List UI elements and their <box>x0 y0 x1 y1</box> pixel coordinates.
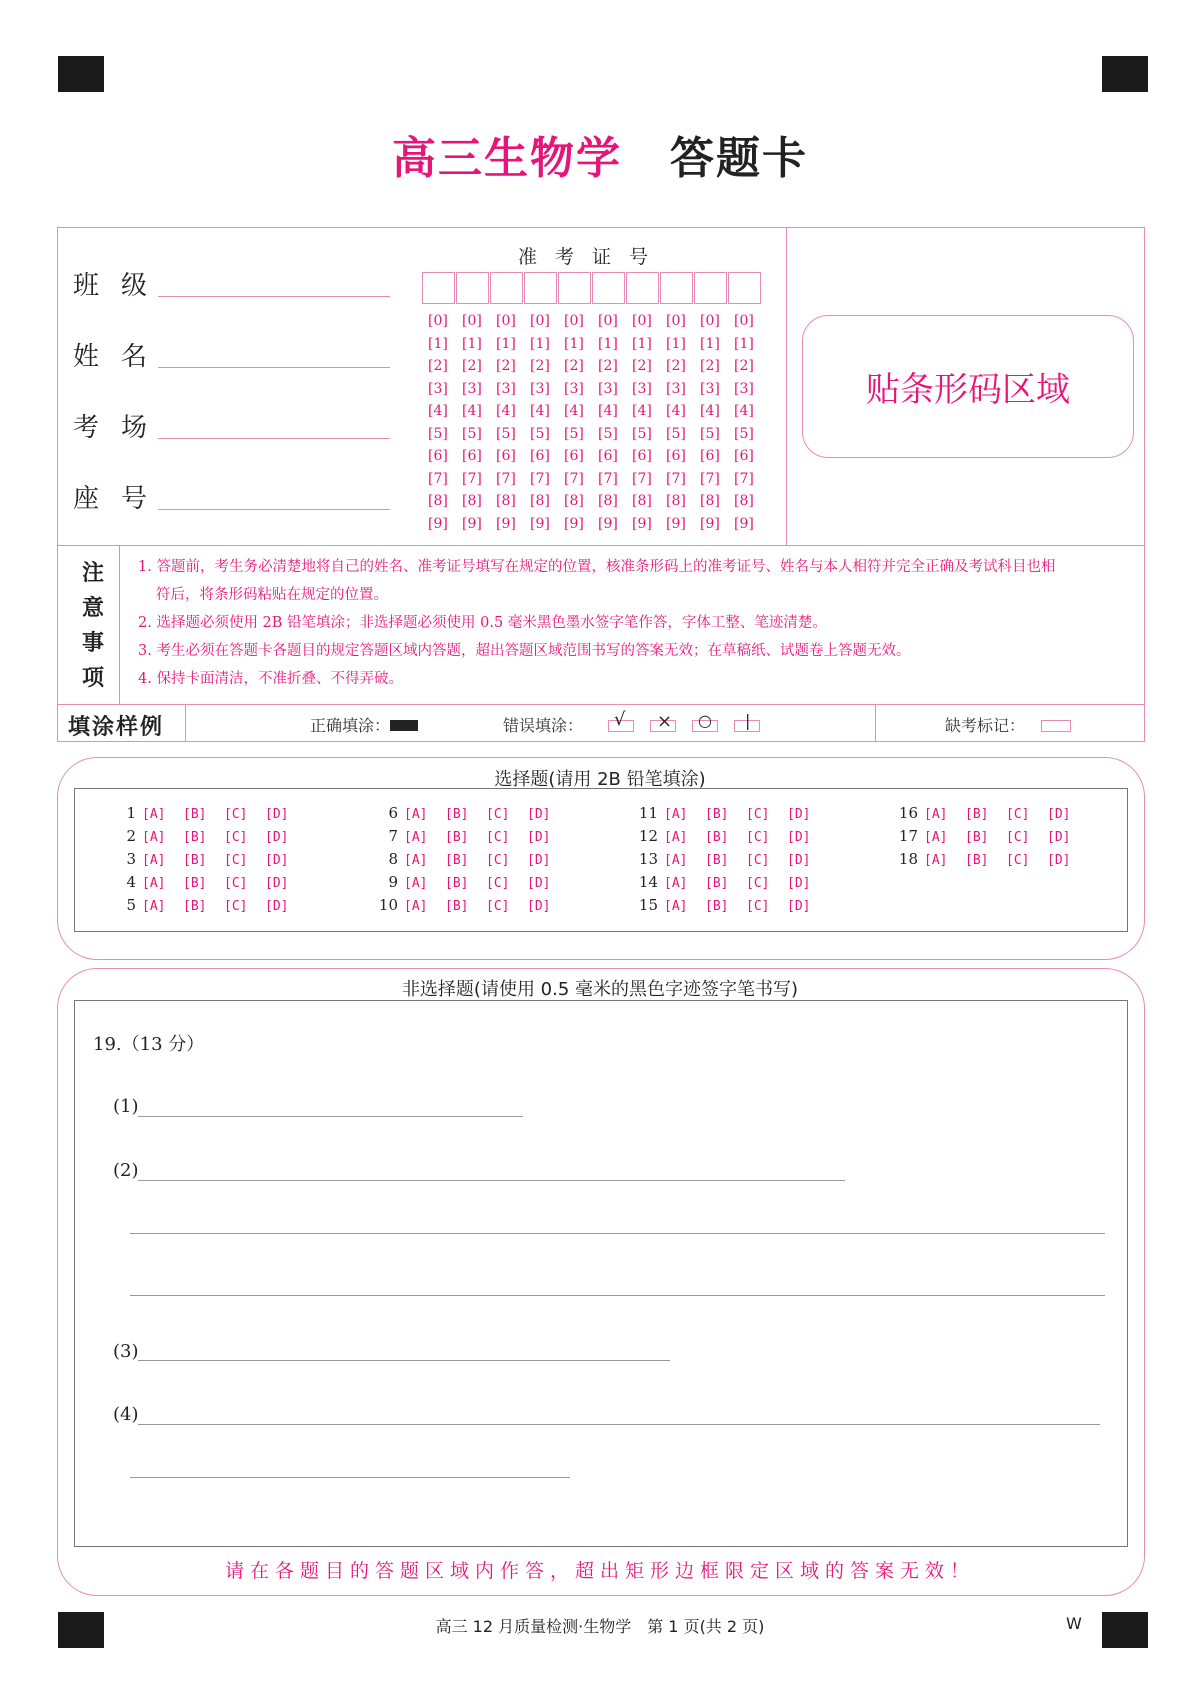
exam-id-bubble[interactable]: [8] <box>700 493 720 509</box>
exam-id-box[interactable] <box>422 272 455 304</box>
choice-question-number: 3 <box>126 850 136 868</box>
choice-option-bubble[interactable]: [D] <box>265 876 289 891</box>
choice-question-row <box>110 827 306 845</box>
exam-id-bubble[interactable]: [9] <box>632 515 652 532</box>
choice-question-number: 7 <box>388 827 398 845</box>
choice-option-bubble[interactable]: [B] <box>183 807 207 822</box>
choice-option-bubble[interactable]: [B] <box>445 830 469 845</box>
sub-question-1-label: (1) <box>113 1096 139 1117</box>
page-title <box>0 122 1200 186</box>
choice-option-bubble[interactable]: [A] <box>404 899 428 914</box>
choice-question-number: 16 <box>898 804 918 822</box>
choice-question-row <box>110 804 306 822</box>
choice-question-number: 8 <box>388 850 398 868</box>
exam-id-bubble[interactable]: [6] <box>598 448 618 464</box>
field-class-label: 班级 <box>73 271 170 301</box>
exam-id-bubble[interactable]: [1] <box>598 335 618 352</box>
choice-option-bubble[interactable]: [B] <box>445 853 469 868</box>
choice-question-number: 11 <box>638 804 658 822</box>
exam-id-box[interactable] <box>592 272 625 304</box>
exam-id-bubble[interactable]: [0] <box>428 313 448 329</box>
choice-option-bubble[interactable]: [A] <box>142 899 166 914</box>
choice-option-bubble[interactable]: [C] <box>224 807 248 822</box>
exam-id-bubble[interactable]: [9] <box>564 515 584 532</box>
choice-question-row <box>632 827 828 845</box>
field-name-label: 姓名 <box>73 342 170 372</box>
exam-id-box[interactable] <box>626 272 659 304</box>
field-name-input[interactable] <box>158 367 390 368</box>
choice-option-bubble[interactable]: [D] <box>1047 807 1071 822</box>
exam-id-bubble[interactable]: [4] <box>734 403 754 419</box>
exam-id-box[interactable] <box>728 272 761 304</box>
exam-id-bubble[interactable]: [6] <box>496 448 516 464</box>
field-room-input[interactable] <box>158 438 390 439</box>
exam-id-bubble[interactable]: [6] <box>666 448 686 464</box>
exam-id-bubble[interactable]: [2] <box>598 358 618 374</box>
answer-line-2b[interactable] <box>130 1233 1105 1234</box>
exam-id-bubble[interactable]: [9] <box>530 515 550 532</box>
exam-id-bubble[interactable]: [3] <box>700 380 720 397</box>
exam-id-bubble[interactable]: [9] <box>734 515 754 532</box>
choice-question-row <box>372 850 568 868</box>
choice-option-bubble[interactable]: [D] <box>265 830 289 845</box>
exam-id-bubble[interactable]: [7] <box>564 470 584 487</box>
bubble-row <box>428 381 768 404</box>
exam-id-bubble[interactable]: [2] <box>496 358 516 374</box>
notice-item-2: 2. 选择题必须使用 2B 铅笔填涂；非选择题必须使用 0.5 毫米黑色墨水签字笔作答，字体工整、笔迹清楚。 <box>138 615 827 631</box>
exam-id-bubble[interactable]: [9] <box>428 515 448 532</box>
exam-id-bubble[interactable]: [5] <box>428 425 448 442</box>
exam-id-bubble[interactable]: [4] <box>496 403 516 419</box>
exam-id-bubble[interactable]: [4] <box>632 403 652 419</box>
notice-side-char: 注 <box>81 560 104 586</box>
choice-option-bubble[interactable]: [C] <box>486 830 510 845</box>
exam-id-box[interactable] <box>456 272 489 304</box>
exam-id-bubble[interactable]: [6] <box>734 448 754 464</box>
choice-option-bubble[interactable]: [B] <box>183 899 207 914</box>
choice-option-bubble[interactable]: [C] <box>486 876 510 891</box>
choice-option-bubble[interactable]: [D] <box>1047 853 1071 868</box>
choice-question-number: 1 <box>126 804 136 822</box>
choice-option-bubble[interactable]: [D] <box>265 899 289 914</box>
sample-label: 填涂样例 <box>68 715 165 740</box>
subject-title: 高三生物学 <box>392 133 622 184</box>
choice-option-bubble[interactable]: [C] <box>224 876 248 891</box>
sub-question-2-label: (2) <box>113 1160 139 1181</box>
exam-id-bubble[interactable]: [0] <box>564 313 584 329</box>
exam-id-box[interactable] <box>524 272 557 304</box>
exam-id-bubble[interactable]: [0] <box>530 313 550 329</box>
choice-option-bubble[interactable]: [B] <box>705 807 729 822</box>
exam-id-bubble[interactable]: [6] <box>564 448 584 464</box>
exam-id-bubble[interactable]: [3] <box>564 380 584 397</box>
sample-label-divider <box>185 704 186 742</box>
choice-option-bubble[interactable]: [D] <box>787 807 811 822</box>
exam-id-bubble[interactable]: [4] <box>530 403 550 419</box>
exam-id-bubble[interactable]: [1] <box>564 335 584 352</box>
choice-option-bubble[interactable]: [D] <box>527 830 551 845</box>
choice-question-number: 5 <box>126 896 136 914</box>
exam-id-bubble[interactable]: [7] <box>666 470 686 487</box>
exam-id-bubble[interactable]: [0] <box>700 313 720 329</box>
notice-item-3: 3. 考生必须在答题卡各题目的规定答题区域内答题，超出答题区域范围书写的答案无效；在草稿纸、试题卷上答题无效。 <box>138 643 911 659</box>
choice-option-bubble[interactable]: [B] <box>705 876 729 891</box>
exam-id-bubble[interactable]: [9] <box>598 515 618 532</box>
choice-option-bubble[interactable]: [D] <box>265 807 289 822</box>
choice-option-bubble[interactable]: [B] <box>965 830 989 845</box>
choice-option-bubble[interactable]: [B] <box>705 853 729 868</box>
choice-option-bubble[interactable]: [D] <box>787 876 811 891</box>
notice-side-char: 项 <box>81 665 104 691</box>
absent-mark-box[interactable] <box>1041 720 1071 732</box>
choice-option-bubble[interactable]: [C] <box>746 853 770 868</box>
footer-code: W <box>1066 1614 1082 1633</box>
field-room-label: 考场 <box>73 413 170 443</box>
choice-option-bubble[interactable]: [A] <box>664 876 688 891</box>
exam-id-bubble[interactable]: [4] <box>564 403 584 419</box>
choice-option-bubble[interactable]: [B] <box>183 876 207 891</box>
choice-question-row <box>110 896 306 914</box>
choice-option-bubble[interactable]: [C] <box>746 830 770 845</box>
choice-option-bubble[interactable]: [C] <box>746 899 770 914</box>
choice-option-bubble[interactable]: [C] <box>486 807 510 822</box>
sample-wrong-label: 错误填涂： <box>503 716 584 735</box>
bubble-row <box>428 426 768 449</box>
corner-mark-top-right <box>1102 56 1148 92</box>
answer-area-warning: 请在各题目的答题区域内作答，超出矩形边框限定区域的答案无效！ <box>224 1560 975 1582</box>
choice-option-bubble[interactable]: [C] <box>1006 830 1030 845</box>
choice-option-bubble[interactable]: [D] <box>1047 830 1071 845</box>
exam-id-bubble[interactable]: [6] <box>632 448 652 464</box>
exam-id-bubble[interactable]: [7] <box>462 470 482 487</box>
nonchoice-box <box>74 1000 1128 1547</box>
exam-id-bubble[interactable]: [3] <box>530 380 550 397</box>
exam-id-box[interactable] <box>694 272 727 304</box>
choice-question-number: 2 <box>126 827 136 845</box>
notice-side-divider <box>119 545 120 704</box>
choice-option-bubble[interactable]: [D] <box>527 876 551 891</box>
answer-line-2c[interactable] <box>130 1295 1105 1296</box>
choice-option-bubble[interactable]: [A] <box>924 853 948 868</box>
notice-item-4: 4. 保持卡面清洁，不准折叠、不得弄破。 <box>138 671 403 687</box>
exam-id-bubble[interactable]: [8] <box>564 493 584 509</box>
exam-id-bubble[interactable]: [1] <box>462 335 482 352</box>
choice-question-number: 17 <box>898 827 918 845</box>
exam-id-bubble[interactable]: [2] <box>428 358 448 374</box>
exam-id-bubble[interactable]: [3] <box>666 380 686 397</box>
exam-id-bubble[interactable]: [3] <box>462 380 482 397</box>
field-seat-label: 座号 <box>73 484 170 514</box>
choice-question-row <box>632 896 828 914</box>
exam-id-bubble[interactable]: [9] <box>700 515 720 532</box>
choice-option-bubble[interactable]: [A] <box>404 807 428 822</box>
choice-question-row <box>632 804 828 822</box>
exam-id-bubble[interactable]: [6] <box>462 448 482 464</box>
exam-id-bubble[interactable]: [1] <box>496 335 516 352</box>
answer-line-1[interactable] <box>138 1116 523 1117</box>
exam-id-bubble[interactable]: [8] <box>428 493 448 509</box>
exam-id-bubble[interactable]: [5] <box>564 425 584 442</box>
choice-question-number: 14 <box>638 873 658 891</box>
exam-id-bubble[interactable]: [6] <box>700 448 720 464</box>
sample-wrong-mark-3: ○ <box>698 711 712 730</box>
exam-id-bubble[interactable]: [6] <box>530 448 550 464</box>
exam-id-bubble[interactable]: [1] <box>530 335 550 352</box>
choice-option-bubble[interactable]: [D] <box>787 853 811 868</box>
choice-question-row <box>110 850 306 868</box>
sample-correct-label: 正确填涂： <box>310 716 391 735</box>
field-class-input[interactable] <box>158 296 390 297</box>
exam-id-bubble[interactable]: [5] <box>666 425 686 442</box>
choice-question-number: 12 <box>638 827 658 845</box>
field-seat-input[interactable] <box>158 509 390 510</box>
exam-id-bubble[interactable]: [1] <box>632 335 652 352</box>
exam-id-bubble[interactable]: [8] <box>632 493 652 509</box>
choice-question-row <box>372 873 568 891</box>
choice-question-row <box>372 827 568 845</box>
exam-id-bubble[interactable]: [0] <box>598 313 618 329</box>
exam-id-bubble[interactable]: [3] <box>734 380 754 397</box>
exam-id-bubble[interactable]: [3] <box>496 380 516 397</box>
choice-option-bubble[interactable]: [D] <box>787 830 811 845</box>
choice-option-bubble[interactable]: [C] <box>1006 853 1030 868</box>
exam-id-bubble[interactable]: [3] <box>632 380 652 397</box>
exam-id-bubble[interactable]: [7] <box>632 470 652 487</box>
exam-id-bubble[interactable]: [2] <box>632 358 652 374</box>
exam-id-bubble[interactable]: [8] <box>462 493 482 509</box>
nonchoice-title: 非选择题(请使用 0.5 毫米的黑色字迹签字笔书写) <box>401 979 799 1000</box>
sample-wrong-mark-2: × <box>657 711 673 732</box>
notice-side-label <box>73 556 113 696</box>
choice-question-row <box>372 896 568 914</box>
notice-top-line <box>57 545 1145 546</box>
choice-question-row <box>892 804 1088 822</box>
exam-id-bubble[interactable]: [1] <box>700 335 720 352</box>
sample-wrong-mark-1: √ <box>614 709 626 730</box>
exam-id-bubble[interactable]: [0] <box>666 313 686 329</box>
sample-absent-label: 缺考标记： <box>945 716 1026 735</box>
exam-id-bubble[interactable]: [7] <box>700 470 720 487</box>
question-19-label: 19.（13 分） <box>93 1034 205 1055</box>
exam-id-box[interactable] <box>660 272 693 304</box>
exam-id-bubble[interactable]: [5] <box>462 425 482 442</box>
choice-option-bubble[interactable]: [A] <box>924 830 948 845</box>
choice-option-bubble[interactable]: [B] <box>965 853 989 868</box>
exam-id-bubble[interactable]: [8] <box>734 493 754 509</box>
sample-wrong-mark-4: | <box>745 711 751 730</box>
exam-id-bubble[interactable]: [2] <box>564 358 584 374</box>
choice-option-bubble[interactable]: [A] <box>404 830 428 845</box>
choice-option-bubble[interactable]: [A] <box>142 876 166 891</box>
bubble-row <box>428 358 768 381</box>
sample-top-line <box>57 704 1145 705</box>
choice-option-bubble[interactable]: [B] <box>705 830 729 845</box>
choice-option-bubble[interactable]: [B] <box>705 899 729 914</box>
choice-question-row <box>372 804 568 822</box>
exam-id-bubble[interactable]: [0] <box>632 313 652 329</box>
exam-id-bubble[interactable]: [3] <box>598 380 618 397</box>
sample-correct-mark <box>390 720 418 731</box>
exam-id-bubble[interactable]: [2] <box>530 358 550 374</box>
choice-option-bubble[interactable]: [A] <box>404 876 428 891</box>
exam-id-bubble[interactable]: [5] <box>496 425 516 442</box>
choice-option-bubble[interactable]: [A] <box>664 807 688 822</box>
choice-option-bubble[interactable]: [A] <box>142 830 166 845</box>
info-divider <box>786 227 787 545</box>
notice-side-char: 意 <box>81 595 104 621</box>
choice-option-bubble[interactable]: [B] <box>445 899 469 914</box>
exam-id-title: 准考证号 <box>517 246 666 268</box>
exam-id-boxes <box>422 272 762 304</box>
exam-id-bubble[interactable]: [9] <box>666 515 686 532</box>
exam-id-bubble[interactable]: [8] <box>530 493 550 509</box>
choice-question-number: 15 <box>638 896 658 914</box>
choice-option-bubble[interactable]: [C] <box>746 876 770 891</box>
choice-option-bubble[interactable]: [D] <box>787 899 811 914</box>
exam-id-bubble[interactable]: [4] <box>428 403 448 419</box>
card-title: 答题卡 <box>670 133 808 184</box>
exam-id-bubble[interactable]: [5] <box>700 425 720 442</box>
choice-option-bubble[interactable]: [A] <box>404 853 428 868</box>
choice-question-number: 18 <box>898 850 918 868</box>
choice-option-bubble[interactable]: [C] <box>486 899 510 914</box>
choice-question-number: 4 <box>126 873 136 891</box>
exam-id-bubble[interactable]: [9] <box>496 515 516 532</box>
exam-id-bubble[interactable]: [1] <box>428 335 448 352</box>
exam-id-bubble[interactable]: [2] <box>462 358 482 374</box>
sub-question-4-label: (4) <box>113 1404 139 1425</box>
answer-line-3[interactable] <box>138 1360 670 1361</box>
sample-absent-divider <box>875 704 876 742</box>
choice-option-bubble[interactable]: [C] <box>486 853 510 868</box>
choice-title: 选择题(请用 2B 铅笔填涂) <box>494 769 706 790</box>
choice-question-row <box>892 850 1088 868</box>
choice-option-bubble[interactable]: [A] <box>142 853 166 868</box>
choice-option-bubble[interactable]: [B] <box>445 876 469 891</box>
choice-option-bubble[interactable]: [B] <box>183 830 207 845</box>
notice-item-1-cont: 符后，将条形码粘贴在规定的位置。 <box>156 587 388 603</box>
choice-option-bubble[interactable]: [A] <box>664 853 688 868</box>
choice-option-bubble[interactable]: [A] <box>664 830 688 845</box>
exam-id-bubble[interactable]: [1] <box>666 335 686 352</box>
exam-id-bubble[interactable]: [2] <box>700 358 720 374</box>
exam-id-bubble[interactable]: [8] <box>496 493 516 509</box>
choice-option-bubble[interactable]: [C] <box>1006 807 1030 822</box>
exam-id-bubble[interactable]: [0] <box>734 313 754 329</box>
exam-id-bubble[interactable]: [6] <box>428 448 448 464</box>
choice-question-row <box>632 873 828 891</box>
bubble-row <box>428 516 768 539</box>
exam-id-bubble[interactable]: [0] <box>496 313 516 329</box>
exam-id-bubble[interactable]: [4] <box>462 403 482 419</box>
exam-id-bubble[interactable]: [7] <box>598 470 618 487</box>
page-footer: 高三 12 月质量检测·生物学 第 1 页(共 2 页) <box>435 1617 765 1636</box>
bubble-row <box>428 403 768 426</box>
exam-id-bubble[interactable]: [8] <box>598 493 618 509</box>
exam-id-bubble[interactable]: [5] <box>734 425 754 442</box>
barcode-label: 贴条形码区域 <box>866 370 1070 410</box>
choice-option-bubble[interactable]: [A] <box>924 807 948 822</box>
exam-id-bubble[interactable]: [3] <box>428 380 448 397</box>
choice-question-row <box>632 850 828 868</box>
choice-option-bubble[interactable]: [C] <box>224 830 248 845</box>
exam-id-bubble[interactable]: [5] <box>598 425 618 442</box>
bubble-row <box>428 493 768 516</box>
choice-option-bubble[interactable]: [D] <box>527 853 551 868</box>
choice-question-number: 6 <box>388 804 398 822</box>
notice-side-char: 事 <box>81 630 104 656</box>
choice-option-bubble[interactable]: [B] <box>965 807 989 822</box>
choice-question-row <box>892 827 1088 845</box>
exam-id-bubble[interactable]: [7] <box>496 470 516 487</box>
exam-id-bubble[interactable]: [4] <box>598 403 618 419</box>
choice-option-bubble[interactable]: [C] <box>224 899 248 914</box>
exam-id-bubble[interactable]: [7] <box>530 470 550 487</box>
choice-option-bubble[interactable]: [D] <box>527 807 551 822</box>
exam-id-bubble[interactable]: [7] <box>428 470 448 487</box>
exam-id-box[interactable] <box>558 272 591 304</box>
choice-question-number: 10 <box>378 896 398 914</box>
exam-id-bubble[interactable]: [4] <box>666 403 686 419</box>
choice-question-row <box>110 873 306 891</box>
bubble-row <box>428 313 768 336</box>
exam-id-bubble[interactable]: [0] <box>462 313 482 329</box>
exam-id-bubble[interactable]: [2] <box>734 358 754 374</box>
choice-option-bubble[interactable]: [A] <box>142 807 166 822</box>
bubble-row <box>428 336 768 359</box>
answer-line-4a[interactable] <box>138 1424 1100 1425</box>
answer-line-4b[interactable] <box>130 1477 570 1478</box>
choice-option-bubble[interactable]: [C] <box>746 807 770 822</box>
choice-option-bubble[interactable]: [B] <box>183 853 207 868</box>
choice-option-bubble[interactable]: [A] <box>664 899 688 914</box>
choice-option-bubble[interactable]: [C] <box>224 853 248 868</box>
bubble-row <box>428 471 768 494</box>
answer-line-2a[interactable] <box>138 1180 845 1181</box>
exam-id-bubble[interactable]: [2] <box>666 358 686 374</box>
choice-question-number: 13 <box>638 850 658 868</box>
bubble-row <box>428 448 768 471</box>
barcode-area <box>802 315 1134 458</box>
exam-id-bubble[interactable]: [5] <box>530 425 550 442</box>
exam-id-bubble[interactable]: [5] <box>632 425 652 442</box>
exam-id-bubble[interactable]: [4] <box>700 403 720 419</box>
corner-mark-top-left <box>58 56 104 92</box>
exam-id-bubble[interactable]: [9] <box>462 515 482 532</box>
choice-option-bubble[interactable]: [D] <box>527 899 551 914</box>
exam-id-bubble-grid <box>428 313 768 538</box>
choice-question-number: 9 <box>388 873 398 891</box>
exam-id-box[interactable] <box>490 272 523 304</box>
choice-option-bubble[interactable]: [D] <box>265 853 289 868</box>
choice-option-bubble[interactable]: [B] <box>445 807 469 822</box>
sub-question-3-label: (3) <box>113 1341 139 1362</box>
exam-id-bubble[interactable]: [1] <box>734 335 754 352</box>
notice-item-1: 1. 答题前，考生务必清楚地将自己的姓名、准考证号填写在规定的位置，核准条形码上的准考证号、姓名与本人相符并完全正确及考试科目也相 <box>138 559 1056 575</box>
exam-id-bubble[interactable]: [8] <box>666 493 686 509</box>
exam-id-bubble[interactable]: [7] <box>734 470 754 487</box>
